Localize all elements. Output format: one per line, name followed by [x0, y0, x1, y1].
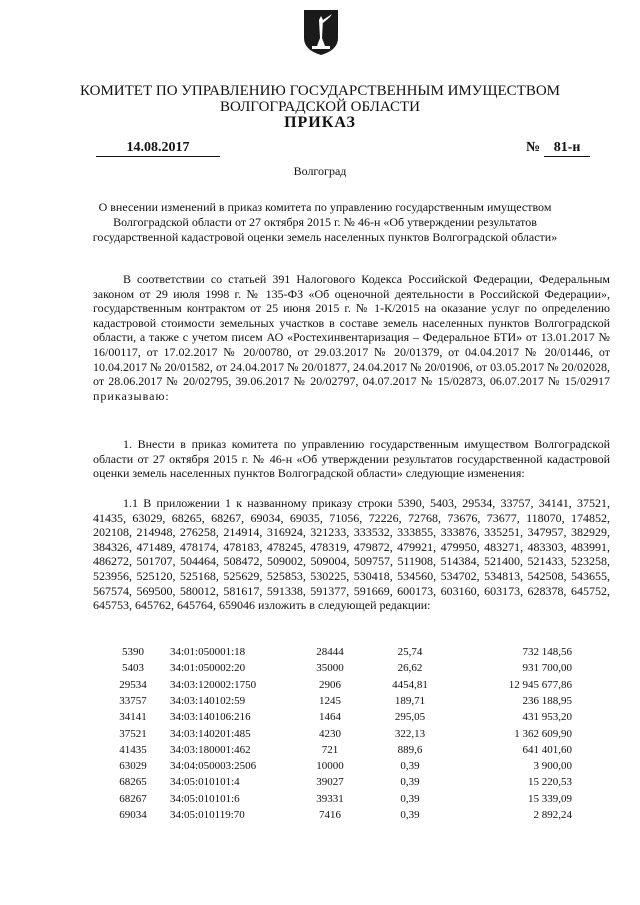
- number-value: 81-н: [544, 140, 590, 157]
- order-word: приказываю:: [93, 388, 170, 403]
- cadastral-number: 34:03:120002:1750: [170, 678, 257, 691]
- row-number: 68267: [119, 792, 147, 805]
- cadastral-number: 34:03:140102:59: [170, 694, 246, 707]
- specific-value: 0,39: [400, 760, 420, 773]
- table-row: [0, 744, 640, 760]
- city: Волгоград: [293, 164, 347, 178]
- preamble-text: В соответствии со статьей 391 Налогового Кодекса Российской Федерации, Федеральным законом от 29 июля 1998 г. № 135-ФЗ «Об оценочной деятельности в Российской Федерации», государственным контрактом от 25 июня 2015 г. № 1-К/2015 на оказание услуг по определению кадастровой стоимости земельных участков в составе земель населенных пунктов Волгоградской области, а также с учетом писем АО «Ростехинвентаризация – Федеральное БТИ» от 13.01.2017 № 16/00117, от 17.02.2017 № 20/00780, от 29.03.2017 № 20/01379, от 04.04.2017 № 20/01446, от 10.04.2017 № 20/01582, от 24.04.2017 № 20/01877, 24.04.2017 № 20/01906, от 03.05.2017 № 20/02028, от 28.06.2017 № 20/02795, 39.06.2017 № 20/02797, 04.07.2017 № 15/02873, 06.07.2017 № 15/02917: [93, 272, 610, 389]
- cadastral-number: 34:04:050003:2506: [170, 760, 257, 773]
- table-row: [0, 793, 640, 809]
- area: 39331: [316, 792, 344, 805]
- cadastral-value: 1 362 609,90: [514, 727, 572, 740]
- specific-value: 26,62: [397, 662, 423, 675]
- table-row: [0, 760, 640, 776]
- cadastral-value: 431 953,20: [522, 711, 572, 724]
- specific-value: 4454,81: [392, 678, 428, 691]
- cadastral-value: 732 148,56: [522, 646, 572, 658]
- cadastral-value: 12 945 677,86: [508, 678, 572, 691]
- row-number: 5403: [122, 662, 144, 675]
- cadastral-number: 34:03:140106:216: [170, 711, 251, 724]
- table-row: [0, 728, 640, 744]
- org-name-line1: КОМИТЕТ ПО УПРАВЛЕНИЮ ГОСУДАРСТВЕННЫМ ИМУЩЕСТВОМ: [79, 83, 560, 99]
- number-sign: №: [526, 140, 541, 155]
- document-type: ПРИКАЗ: [284, 114, 356, 131]
- specific-value: 0,39: [400, 776, 420, 789]
- row-number: 29534: [119, 678, 147, 691]
- area: 10000: [316, 760, 344, 773]
- row-number: 33757: [119, 694, 147, 707]
- cadastral-number: 34:05:010119:70: [170, 809, 245, 821]
- specific-value: 295,05: [394, 711, 426, 724]
- table-row: [0, 679, 640, 695]
- specific-value: 0,39: [400, 809, 420, 821]
- cadastral-number: 34:03:140201:485: [170, 727, 251, 740]
- table-row: [0, 695, 640, 711]
- row-number: 37521: [119, 727, 147, 740]
- preamble-paragraph: [93, 272, 610, 403]
- area: 2906: [319, 678, 341, 691]
- row-number: 69034: [119, 809, 147, 821]
- table-row: [0, 776, 640, 792]
- area: 7416: [319, 809, 341, 821]
- order-date: 14.08.2017: [96, 140, 220, 157]
- item-1-paragraph: 1. Внести в приказ комитета по управлению государственным имуществом Волгоградской области от 27 октября 2015 г. № 46-н «Об утверждении результатов государственной кадастровой оценки земель населенных пунктов Волгоградской области» следующие изменения:: [93, 437, 610, 481]
- cadastral-value: 15 339,09: [528, 792, 572, 805]
- table-row: [0, 809, 640, 825]
- row-number: 68265: [119, 776, 147, 789]
- area: 4230: [319, 727, 341, 740]
- cadastral-value: 15 220,53: [528, 776, 572, 789]
- specific-value: 25,74: [397, 646, 423, 658]
- cadastral-value: 236 188,95: [522, 694, 572, 707]
- row-number: 34141: [119, 711, 147, 724]
- specific-value: 189,71: [394, 694, 426, 707]
- area: 1245: [319, 694, 341, 707]
- specific-value: 0,39: [400, 792, 420, 805]
- cadastral-value: 641 401,60: [522, 743, 572, 756]
- order-number: [526, 140, 590, 157]
- order-subject: О внесении изменений в приказ комитета по управлению государственным имуществом Волгоградской области от 27 октября 2015 г. № 46-н «Об утверждении результатов государственной кадастровой оценки земель населенных пунктов Волгоградской области»: [92, 200, 558, 244]
- row-number: 41435: [119, 743, 147, 756]
- row-number: 5390: [122, 646, 144, 658]
- table-row: [0, 646, 640, 662]
- cadastral-value: 931 700,00: [522, 662, 572, 675]
- area: 721: [321, 743, 339, 756]
- item-1-1-paragraph: 1.1 В приложении 1 к названному приказу строки 5390, 5403, 29534, 33757, 34141, 37521, 41435, 63029, 68265, 68267, 69034, 69035, 71056, 72226, 72768, 73676, 73677, 118070, 174852, 202108, 214948, 276258, 214914, 316924, 321233, 333532, 333855, 333876, 335251, 347957, 382929, 384326, 471489, 478174, 478183, 478245, 478319, 479872, 479921, 479950, 483271, 483303, 483991, 486272, 501707, 504464, 508472, 509002, 509004, 509757, 511908, 514384, 521400, 521433, 523258, 523956, 525120, 525168, 525629, 525853, 530225, 530418, 534560, 534702, 534813, 542508, 543655, 567574, 569500, 580012, 581617, 591338, 591377, 591669, 600173, 603160, 603173, 628378, 645752, 645753, 645762, 645764, 659046 изложить в следующей редакции:: [93, 496, 610, 613]
- area: 39027: [316, 776, 344, 789]
- specific-value: 889,6: [397, 743, 423, 756]
- area: 28444: [316, 646, 344, 658]
- area: 1464: [319, 711, 341, 724]
- cadastral-value: 3 900,00: [533, 760, 572, 773]
- specific-value: 322,13: [394, 727, 426, 740]
- cadastral-number: 34:05:010101:6: [170, 792, 240, 805]
- row-number: 63029: [119, 760, 147, 773]
- volgograd-coat-of-arms-icon: [302, 8, 340, 56]
- cadastral-number: 34:01:050001:18: [170, 646, 246, 658]
- org-name-line2: ВОЛГОГРАДСКОЙ ОБЛАСТИ: [220, 99, 420, 115]
- cadastral-value: 2 892,24: [533, 809, 572, 821]
- area: 35000: [316, 662, 344, 675]
- table-row: [0, 711, 640, 727]
- cadastral-number: 34:01:050002:20: [170, 662, 246, 675]
- cadastral-number: 34:03:180001:462: [170, 743, 251, 756]
- cadastral-number: 34:05:010101:4: [170, 776, 240, 789]
- table-row: [0, 662, 640, 678]
